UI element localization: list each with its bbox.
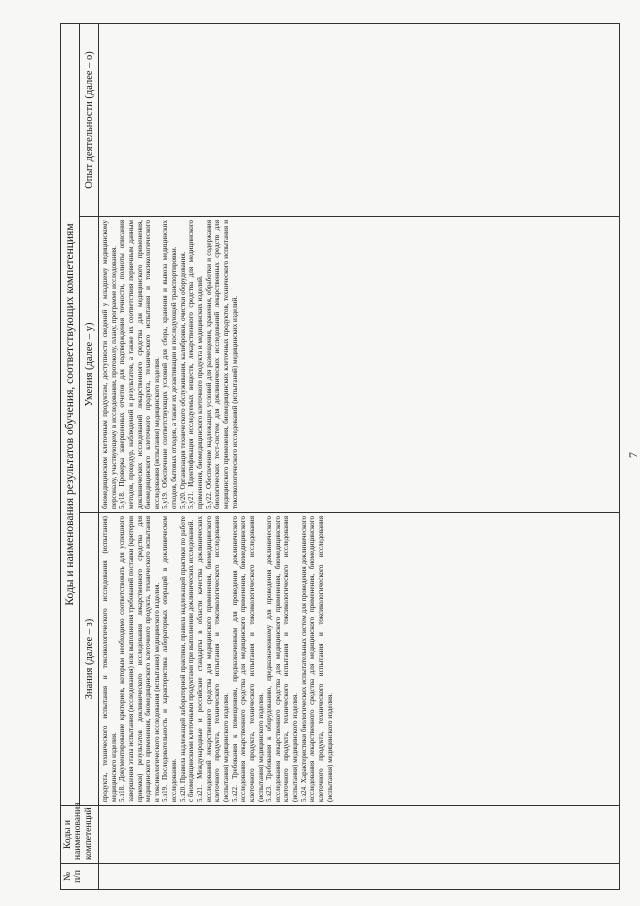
knowledge-list (101, 516, 616, 802)
skill-item: 5.у18. Проверка завершенных отчетов для подтверждения точности, полноты описания методов, процедур, наблюдений и результатов, а также их соответствия первичным данным доклинических исследований лекарственного средства для медицинского применения, биомедицинского клеточного продукта, технического испытания и токсикологического исследования (испытания) медицинского изделия. (118, 220, 161, 509)
skill-item: 5.у19. Обеспечение соответствующих условий для сбора, хранения и вывоза медицинских отходов, бытовых отходов, а также их дезактивации и последующей транспортировки. (161, 220, 179, 509)
header-learning-results: Коды и наименования результатов обучения, соответствующих компетенциям (61, 23, 80, 805)
cell-knowledge (99, 513, 620, 806)
skill-item: 5.у21. Идентификация исследуемых веществ, лекарственного средства для медицинского применения, биомедицинского клеточного продукта и медицинских изделий. (187, 220, 205, 509)
knowledge-item: 5.з19. Последовательность и характеристика лабораторных операций в доклиническом исследовании. (161, 516, 179, 802)
cell-skills (99, 217, 620, 513)
header-competency-codes: Коды и наименования компетенций (61, 806, 99, 864)
competency-table (60, 23, 620, 890)
knowledge-item: 5.з21. Международные и российские стандарты в области качества доклинических исследований лекарственного средства для медицинского применения, биомедицинского клеточного продукта, технического испытания и токсикологического исследования (испытания) медицинского изделия. (196, 516, 230, 802)
header-experience: Опыт деятельности (далее – о) (80, 23, 99, 216)
skill-item: 5.у22. Обеспечение надлежащих условий для размещения, хранения, обработки и содержания биологических тест-систем для доклинических исследований лекарственных средств для медицинского применения, биомедицинских клеточных продуктов, технического испытания и токсикологического исследований (испытаний) медицинских изделий. (204, 220, 239, 509)
knowledge-item: продукта, технического испытания и токсикологического исследования (испытания) медицинского изделия. (101, 516, 118, 802)
cell-codes (99, 806, 620, 864)
knowledge-item: 5.з22. Требования к помещениям, предназначенным для проведения доклинического исследования лекарственного средства для медицинского применения, биомедицинского клеточного продукта, технического испытания и токсикологического исследования (испытания) медицинского изделия. (230, 516, 265, 802)
cell-number (99, 864, 620, 890)
header-knowledge: Знания (далее – з) (80, 513, 99, 806)
rotated-table-sheet (60, 24, 640, 890)
knowledge-item: 5.з20. Правила надлежащей лабораторной практики, правила надлежащей практики по работе с биомедицинскими клеточными продуктами при выполнении доклинических исследований. (178, 516, 196, 802)
header-skills: Умения (далее – у) (80, 217, 99, 513)
skills-list (101, 220, 616, 509)
page-number: 7 (626, 452, 640, 458)
cell-experience (99, 23, 620, 216)
knowledge-item: 5.з24. Характеристики биологических испытательных систем для проведения доклинического исследования лекарственного средства для медицинского применения, биомедицинского клеточного продукта, технического испытания и токсикологического исследования (испытания) медицинского изделия. (299, 516, 334, 802)
knowledge-item: 5.з23. Требования к оборудованию, предназначенному для проведения доклинического исследования лекарственного средства для медицинского применения, биомедицинского клеточного продукта, технического испытания и токсикологического исследования (испытания) медицинского изделия. (265, 516, 300, 802)
header-number: № п/п (61, 864, 99, 890)
skill-item: биомедицинским клеточным продуктам, доступности сведений у младшему медицинскому персоналу, участвующему в исследовании, протоколу, плану, программе исследования. (101, 220, 118, 509)
skill-item: 5.у20. Организация технического обслуживания, калибровки, очистки оборудования. (178, 251, 187, 509)
knowledge-item: 5.з18. Документирование критериев, которым необходимо соответствовать для успешного завершения этапа испытания (исследования) или выполнения требований поставки (критерии приемки) результатов доклинического исследования лекарственного средства для медицинского применения, биомедицинского клеточного продукта, технического испытания и токсикологического исследования (испытания) медицинского изделия. (118, 516, 161, 802)
